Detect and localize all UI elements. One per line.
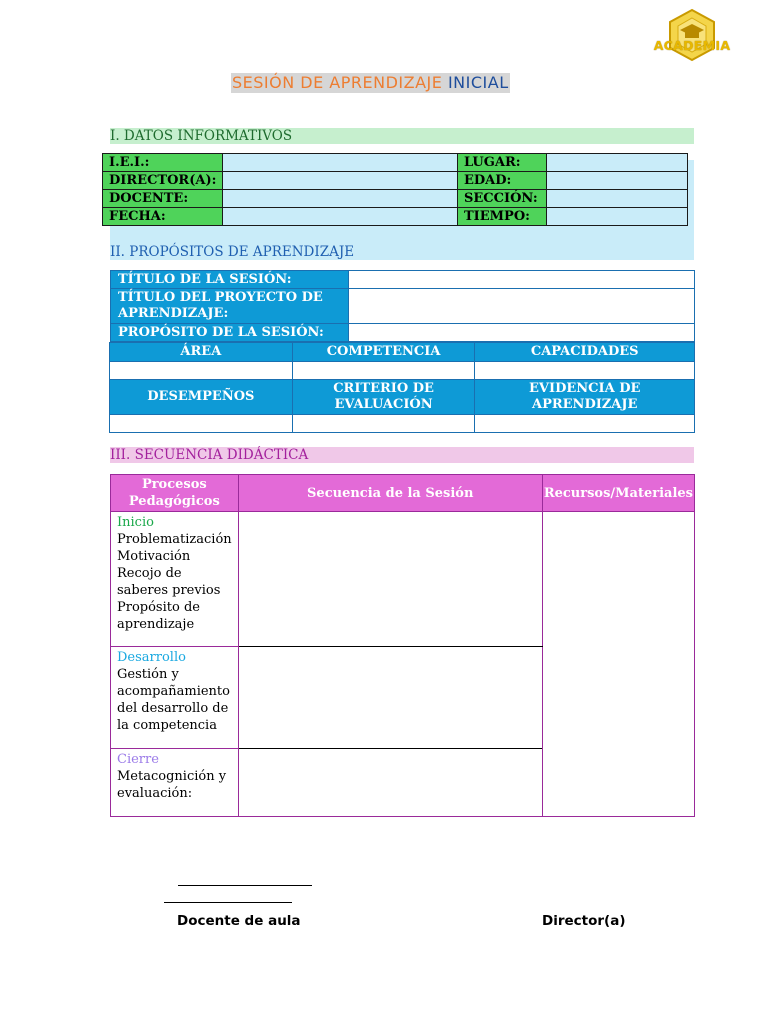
- table-row: [111, 289, 695, 324]
- inicio-line: Problematización: [117, 532, 232, 547]
- signature-director-label: Director(a): [542, 913, 626, 929]
- label-lugar: LUGAR:: [458, 154, 547, 172]
- phase-cierre-title: Cierre: [117, 752, 159, 767]
- field-edad[interactable]: [546, 172, 687, 190]
- label-edad: EDAD:: [458, 172, 547, 190]
- field-seccion[interactable]: [546, 190, 687, 208]
- table-row: [103, 154, 688, 172]
- field-lugar[interactable]: [546, 154, 687, 172]
- phase-inicio-title: Inicio: [117, 515, 154, 530]
- secuencia-table: [110, 474, 695, 817]
- field-cierre-secuencia[interactable]: [238, 749, 542, 817]
- phase-desarrollo: [111, 647, 239, 749]
- table-row: [103, 172, 688, 190]
- label-tiempo: TIEMPO:: [458, 208, 547, 226]
- label-fecha: FECHA:: [103, 208, 223, 226]
- field-desempenos[interactable]: [110, 415, 293, 433]
- section-propositos-heading: II. PROPÓSITOS DE APRENDIZAJE: [110, 244, 355, 260]
- signature-docente-label: Docente de aula: [177, 913, 301, 929]
- table-row: [103, 190, 688, 208]
- field-fecha[interactable]: [223, 208, 458, 226]
- label-titulo-proyecto: TÍTULO DEL PROYECTO DE APRENDIZAJE:: [111, 289, 349, 324]
- inicio-line: Motivación: [117, 549, 191, 564]
- label-docente: DOCENTE:: [103, 190, 223, 208]
- document-title: [231, 73, 510, 93]
- header-secuencia: Secuencia de la Sesión: [238, 475, 542, 512]
- table-row: [110, 343, 695, 362]
- field-iei[interactable]: [223, 154, 458, 172]
- title-part-1: SESIÓN DE APRENDIZAJE: [232, 73, 448, 92]
- datos-informativos-table: [102, 153, 688, 226]
- propositos-table: [110, 270, 695, 342]
- field-recursos[interactable]: [542, 512, 694, 817]
- label-titulo-sesion: TÍTULO DE LA SESIÓN:: [111, 271, 349, 289]
- title-part-2: INICIAL: [447, 73, 509, 92]
- competencias-table: [109, 342, 695, 433]
- label-proposito: PROPÓSITO DE LA SESIÓN:: [111, 324, 349, 342]
- table-row: [110, 362, 695, 380]
- field-evidencia[interactable]: [475, 415, 695, 433]
- section-secuencia-heading: III. SECUENCIA DIDÁCTICA: [110, 447, 694, 463]
- header-evidencia: EVIDENCIA DE APRENDIZAJE: [475, 380, 695, 415]
- table-row: [110, 415, 695, 433]
- phase-desarrollo-title: Desarrollo: [117, 650, 186, 665]
- logo-text: ACADEMIA: [653, 38, 731, 53]
- table-row: [111, 324, 695, 342]
- label-iei: I.E.I.:: [103, 154, 223, 172]
- table-row: [111, 271, 695, 289]
- header-desempenos: DESEMPEÑOS: [110, 380, 293, 415]
- field-titulo-proyecto[interactable]: [348, 289, 694, 324]
- label-seccion: SECCIÓN:: [458, 190, 547, 208]
- hexagon-logo-icon: [648, 8, 736, 64]
- field-criterio[interactable]: [292, 415, 475, 433]
- field-capacidades[interactable]: [475, 362, 695, 380]
- field-inicio-secuencia[interactable]: [238, 512, 542, 647]
- field-director[interactable]: [223, 172, 458, 190]
- signature-line-docente: [178, 873, 312, 886]
- section-datos-heading: I. DATOS INFORMATIVOS: [110, 128, 694, 144]
- field-titulo-sesion[interactable]: [348, 271, 694, 289]
- field-area[interactable]: [110, 362, 293, 380]
- header-recursos: Recursos/Materiales: [542, 475, 694, 512]
- field-desarrollo-secuencia[interactable]: [238, 647, 542, 749]
- inicio-line: Propósito de aprendizaje: [117, 600, 200, 632]
- header-capacidades: CAPACIDADES: [475, 343, 695, 362]
- field-docente[interactable]: [223, 190, 458, 208]
- label-director: DIRECTOR(A):: [103, 172, 223, 190]
- field-proposito[interactable]: [348, 324, 694, 342]
- table-row: [103, 208, 688, 226]
- field-competencia[interactable]: [292, 362, 475, 380]
- inicio-line: Recojo de saberes previos: [117, 566, 221, 598]
- header-area: ÁREA: [110, 343, 293, 362]
- field-tiempo[interactable]: [546, 208, 687, 226]
- header-criterio: CRITERIO DE EVALUACIÓN: [292, 380, 475, 415]
- cierre-line: Metacognición y evaluación:: [117, 769, 227, 801]
- phase-inicio: [111, 512, 239, 647]
- header-competencia: COMPETENCIA: [292, 343, 475, 362]
- signature-line-secondary: [164, 892, 292, 903]
- phase-cierre: [111, 749, 239, 817]
- desarrollo-line: Gestión y acompañamiento del desarrollo de la competencia: [117, 667, 230, 733]
- header-procesos: Procesos Pedagógicos: [111, 475, 239, 512]
- academia-logo: [648, 8, 736, 64]
- table-row: [111, 512, 695, 647]
- table-row: [110, 380, 695, 415]
- table-row: [111, 475, 695, 512]
